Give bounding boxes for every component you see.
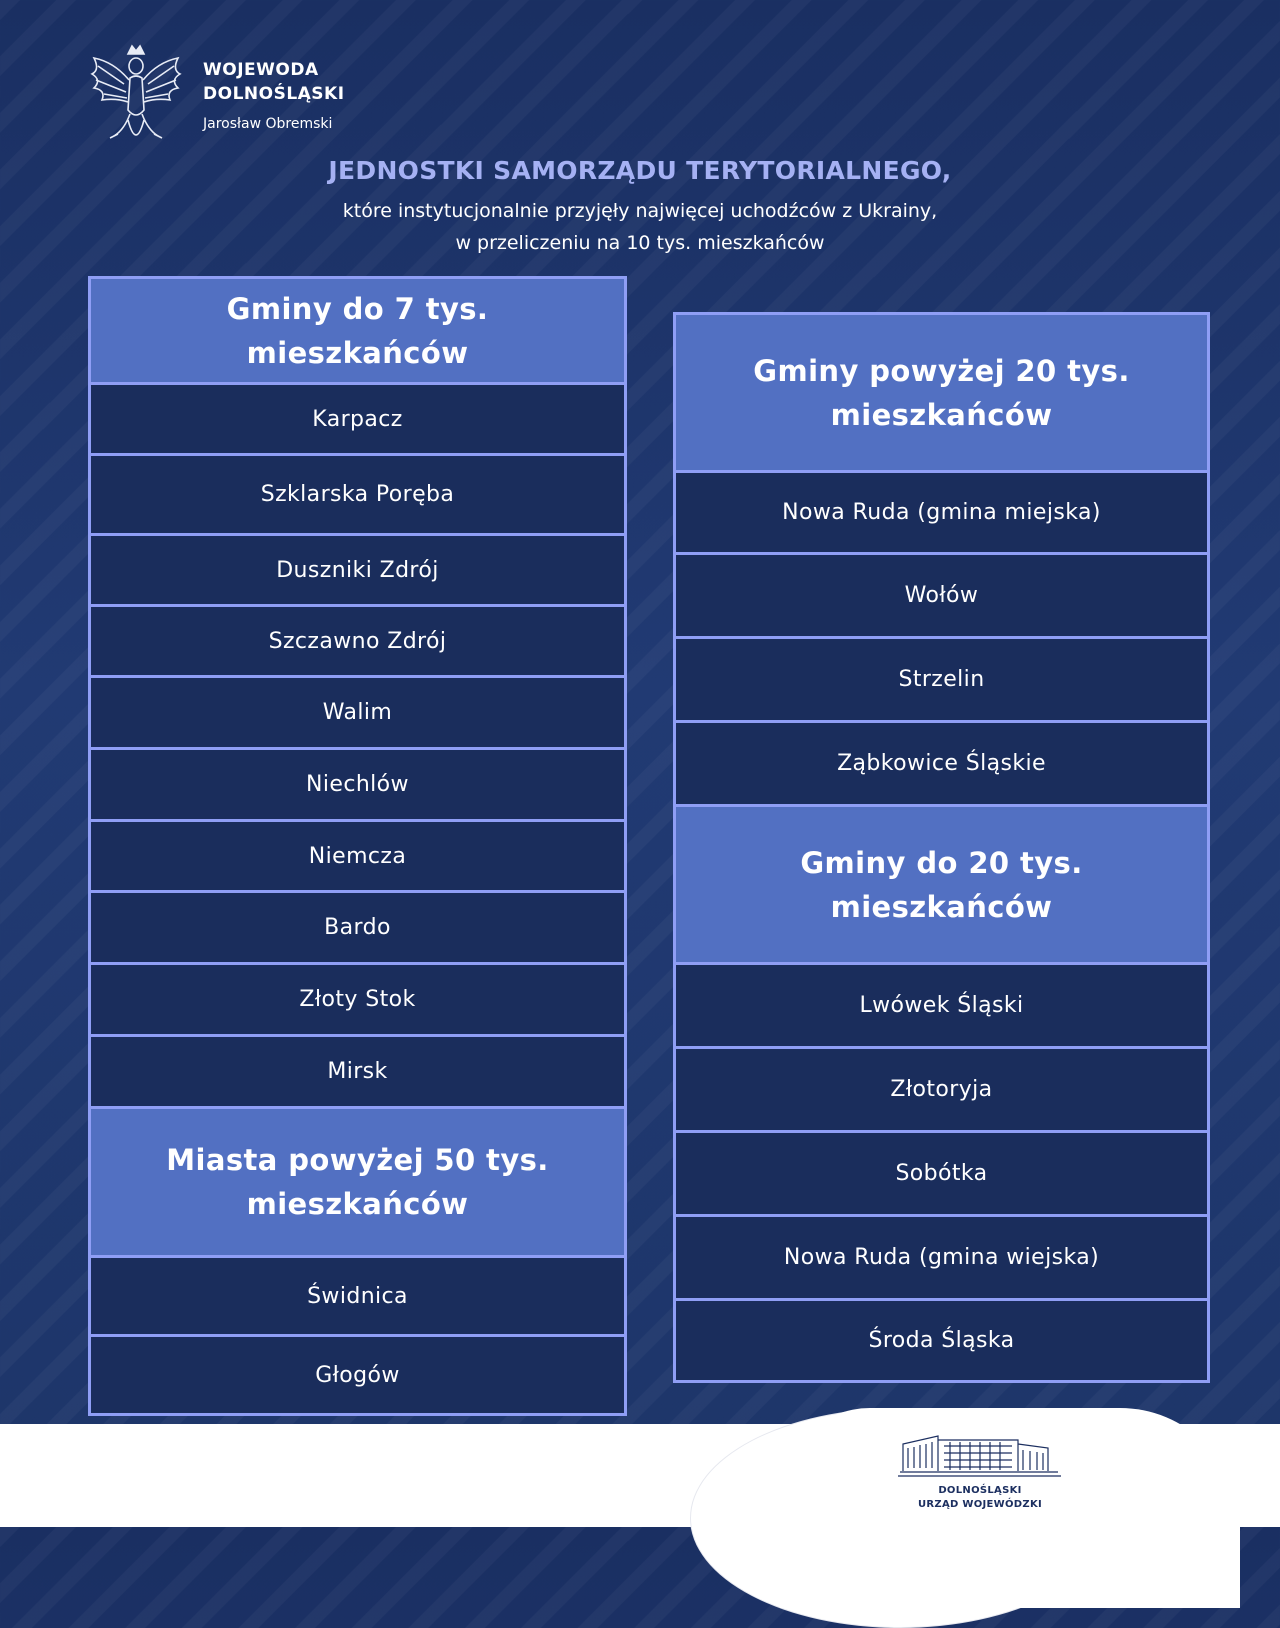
left-table [88, 276, 627, 1416]
group-header-large-cities [91, 1109, 624, 1258]
list-item: Sobótka [676, 1133, 1207, 1217]
list-item: Bardo [91, 893, 624, 965]
group-header-line2: mieszkańców [830, 889, 1053, 924]
group-header-line2: mieszkańców [246, 1187, 469, 1221]
list-item: Świdnica [91, 1258, 624, 1337]
list-item: Głogów [315, 1362, 400, 1388]
office-building-icon [898, 1426, 1063, 1486]
title-main: JEDNOSTKI SAMORZĄDU TERYTORIALNEGO, [328, 156, 952, 185]
list-item: Ząbkowice Śląskie [676, 723, 1207, 807]
group-header-line1: Miasta powyżej 50 tys. [166, 1143, 549, 1177]
list-item: Niemcza [91, 822, 624, 893]
list-item: Karpacz [91, 385, 624, 456]
right-table [673, 312, 1210, 1383]
group-header-up-to-20k [676, 807, 1207, 965]
page-title [0, 156, 1280, 259]
list-item: Środa Śląska [868, 1328, 1015, 1353]
list-item: Szklarska Poręba [91, 456, 624, 536]
list-item: Nowa Ruda (gmina miejska) [676, 473, 1207, 555]
list-item: Złotoryja [676, 1049, 1207, 1133]
group-header-text: Gminy do 7 tys. mieszkańców [226, 291, 489, 370]
office-logo-line1: DOLNOŚLĄSKI [938, 1485, 1022, 1496]
list-item: Szczawno Zdrój [91, 607, 624, 678]
list-item: Mirsk [91, 1037, 624, 1109]
group-header-small-communes [91, 279, 624, 385]
list-item: Lwówek Śląski [676, 965, 1207, 1049]
title-subline2: w przeliczeniu na 10 tys. mieszkańców [455, 232, 825, 254]
eagle-emblem-icon [84, 40, 188, 155]
list-item: Nowa Ruda (gmina wiejska) [676, 1217, 1207, 1301]
org-name-line2: DOLNOŚLĄSKI [203, 84, 345, 104]
group-header-over-20k [676, 315, 1207, 473]
office-logo-line2: URZĄD WOJEWÓDZKI [917, 1499, 1043, 1510]
group-header-line2: mieszkańców [830, 397, 1053, 432]
list-item: Walim [91, 678, 624, 750]
list-item: Niechlów [91, 750, 624, 822]
org-name-line1: WOJEWODA [203, 60, 319, 80]
group-header-line1: Gminy do 20 tys. [800, 845, 1083, 880]
list-item: Wołów [676, 555, 1207, 639]
list-item: Złoty Stok [91, 965, 624, 1037]
person-name: Jarosław Obremski [203, 116, 333, 132]
brand-block [203, 58, 345, 132]
list-item: Duszniki Zdrój [91, 536, 624, 607]
list-item: Strzelin [676, 639, 1207, 723]
office-logo-text [880, 1484, 1080, 1512]
group-header-line1: Gminy powyżej 20 tys. [753, 353, 1130, 388]
title-subline1: które instytucjonalnie przyjęły najwięcej uchodźców z Ukrainy, [342, 200, 938, 222]
